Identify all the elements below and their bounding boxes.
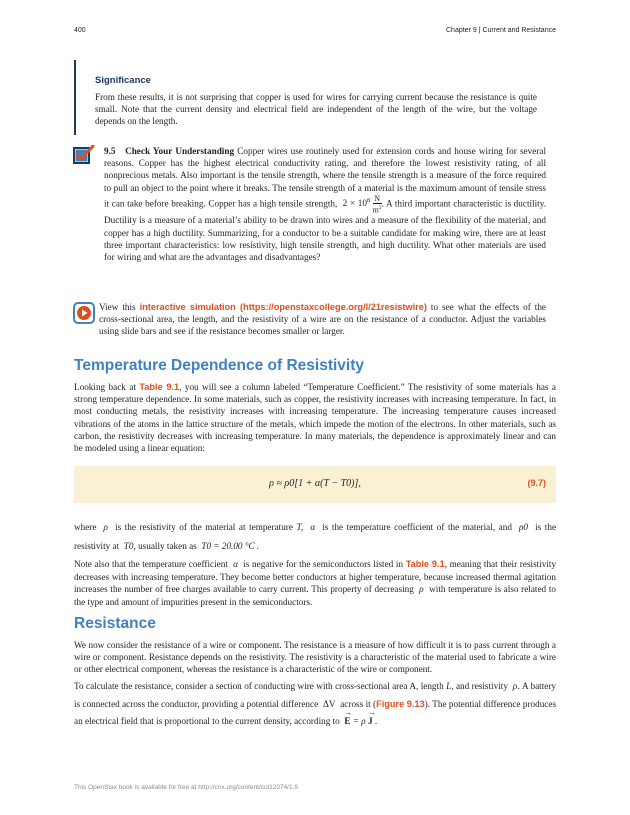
tensile-unit: N $m^2$	[372, 193, 382, 215]
equation-number: (9.7)	[527, 478, 546, 488]
check-text-b: . A third	[381, 198, 413, 209]
vector-j: → J	[368, 708, 376, 726]
check-text-c: important characteristic is ductility. Ductility is a measure of a material’s ability to be drawn into wires and a measure of the flexibility of the material, and copper has a high ductility. Summarizing, for a conductor to be a suitable candidate for making wire, there are at least three important characteristics: low resistivity, high tensile strength, and high ductility. What other materials are used for wiring and what are the advantages and disadvantages?	[104, 198, 547, 263]
check-title: Check Your Understanding	[125, 146, 235, 156]
significance-title: Significance	[95, 75, 151, 86]
section-heading-temperature: Temperature Dependence of Resistivity	[74, 357, 364, 374]
play-icon[interactable]	[73, 302, 95, 324]
significance-text: From these results, it is not surprising that copper is used for wires for carrying current because the resistance is quite small. Note that the current density and electrical field are independent of the length of the wire, but the voltage depends on the length.	[95, 92, 537, 127]
checkbox-icon	[73, 145, 95, 165]
resistance-paragraph-2: To calculate the resistance, consider a section of conducting wire with cross-sectional area A, length L, and resistivity ρ. A battery is connected across the conductor, providing a potential difference ΔV across it (Figure 9.13). The potential difference produces an electrical field that is proportional to the current density, according to → E = ρ → J .	[74, 678, 556, 731]
page-footer: This OpenStax book is available for free at http://cnx.org/content/col12074/1.9	[74, 784, 299, 791]
table-9-1-link[interactable]: Table 9.1	[139, 382, 180, 392]
note-paragraph: Note also that the temperature coefficient α is negative for the semiconductors listed in Table 9.1, meaning that their resistivity decreases with increasing temperature. They become better conductors at higher temperature, because increased thermal agitation increases the number of free charges available to carry current. This property of decreasing ρ with temperature is also related to the type and amount of impurities present in the semiconductors.	[74, 559, 557, 607]
significance-bar	[74, 60, 76, 135]
page-number: 400	[74, 27, 86, 34]
chapter-title: Chapter 9 | Current and Resistance	[446, 27, 556, 34]
check-number: 9.5	[104, 146, 116, 156]
check-understanding	[104, 145, 546, 263]
tensile-value: $2 \times 10^8$	[342, 198, 370, 209]
temperature-paragraph: Looking back at Table 9.1, you will see a column labeled “Temperature Coefficient.” The resistivity of some materials has a strong temperature dependence. In some materials, such as copper, the resistivity increases with increasing temperature. In fact, in most conducting metals, the resistivity increases with increasing temperature. The increasing temperature causes increased vibrations of the atoms in the lattice structure of the metals, which impede the motion of the electrons. In other materials, such as carbon, the resistivity decreases with increasing temperature. In many materials, the dependence is approximately linear and can be modeled using a linear equation:	[74, 382, 556, 454]
vector-e: → E	[344, 708, 353, 726]
where-paragraph: where ρ is the resistivity of the material at temperature T, α is the temperature coefficient of the material, and ρ0 is the resistivity at T0, usually taken as T0 = 20.00 °C .	[74, 522, 557, 551]
figure-9-13-link[interactable]: Figure 9.13	[376, 698, 425, 709]
section-heading-resistance: Resistance	[74, 615, 156, 632]
simulation-paragraph: View this interactive simulation (https://openstaxcollege.org/l/21resistwire) to see what the effects of the cross-sectional area, the length, and the resistivity of a wire are on the resistance of a conductor. Adjust the variables using slide bars and see if the resistance becomes smaller or larger.	[99, 302, 547, 337]
equation-9-7: ρ ≈ ρ0[1 + α(T − T0)],	[269, 478, 361, 489]
resistance-paragraph-1: We now consider the resistance of a wire or component. The resistance is a measure of how difficult it is to pass current through a wire or component. Resistance depends on the resistivity. The resistivity is a characteristic of the material used to fabricate a wire or other electrical component, whereas the resistance is a characteristic of the wire or component.	[74, 640, 556, 675]
check-text-a: Copper wires use routinely used for extension cords and house wiring for several reasons. Copper has the highest electrical conductivity rating, and therefore the lowest resistivity rating, of all nonprecious metals. Also important is the tensile strength, where the tensile strength is a measure of the force required to pull an object to the point where it breaks. The tensile strength of a material is the maximum amount of tensile stress it can take before breaking. Copper has a high tensile strength,	[104, 146, 547, 209]
table-9-1-link-2[interactable]: Table 9.1	[405, 559, 445, 569]
simulation-link[interactable]: interactive simulation (https://openstaxcollege.org/l/21resistwire)	[139, 302, 427, 312]
